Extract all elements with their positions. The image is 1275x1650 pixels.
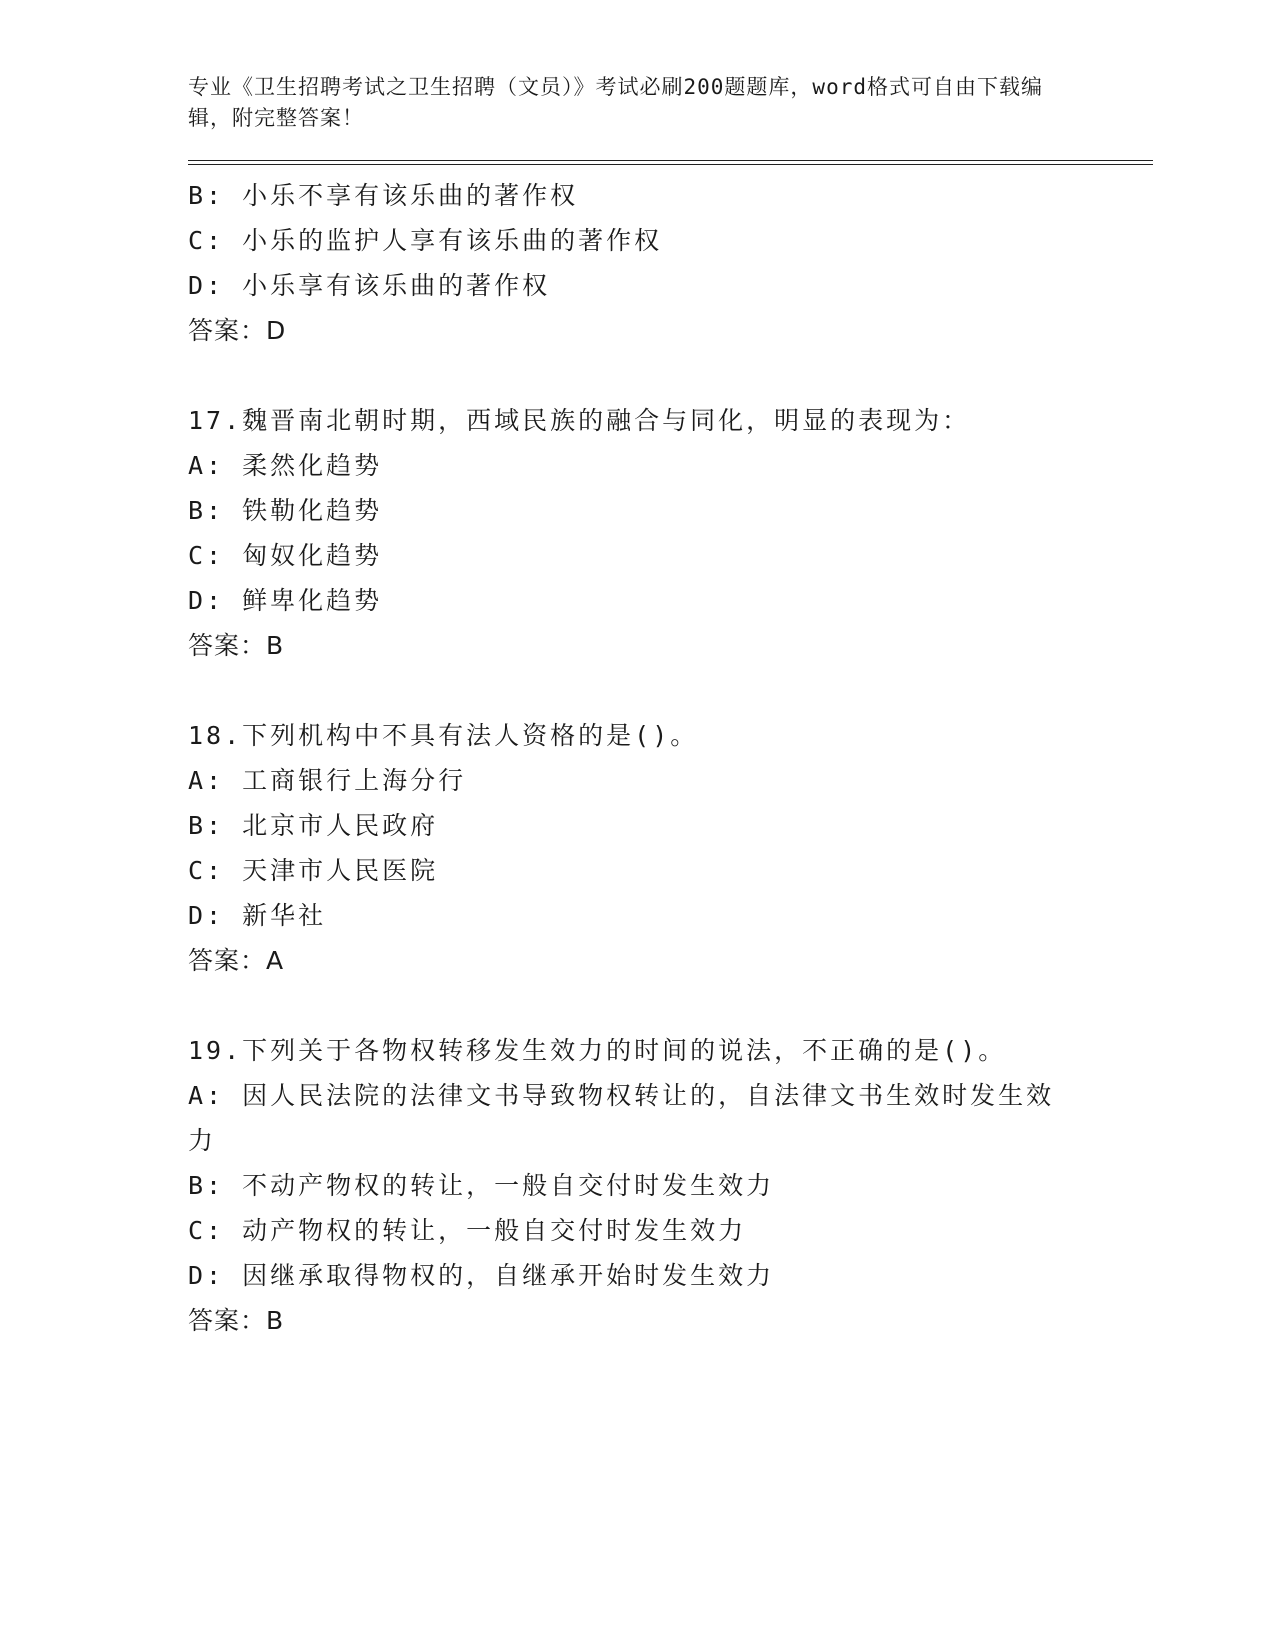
option-d: D: 小乐享有该乐曲的著作权 — [188, 271, 551, 300]
question-stem: 17.魏晋南北朝时期，西域民族的融合与同化，明显的表现为： — [188, 406, 971, 435]
question-17 — [188, 398, 1148, 668]
option-b: B: 铁勒化趋势 — [188, 496, 383, 525]
document-header: 专业《卫生招聘考试之卫生招聘（文员）》考试必刷200题题库，word格式可自由下载编辑，附完整答案！ — [188, 75, 1043, 130]
answer-line: 答案：A — [188, 946, 285, 975]
option-a: A: 柔然化趋势 — [188, 451, 383, 480]
option-b: B: 小乐不享有该乐曲的著作权 — [188, 181, 579, 210]
header-divider — [188, 160, 1153, 165]
answer-line: 答案：D — [188, 316, 287, 345]
option-d: D: 鲜卑化趋势 — [188, 586, 383, 615]
answer-line: 答案：B — [188, 631, 285, 660]
question-19 — [188, 1028, 1148, 1343]
option-b: B: 不动产物权的转让，一般自交付时发生效力 — [188, 1171, 775, 1200]
question-18 — [188, 713, 1148, 983]
option-a: A: 工商银行上海分行 — [188, 766, 467, 795]
option-a: A: 因人民法院的法律文书导致物权转让的，自法律文书生效时发生效力 — [188, 1081, 1055, 1155]
question-list — [188, 173, 1148, 1343]
option-c: C: 动产物权的转让，一般自交付时发生效力 — [188, 1216, 747, 1245]
option-c: C: 匈奴化趋势 — [188, 541, 383, 570]
option-b: B: 北京市人民政府 — [188, 811, 439, 840]
option-d: D: 因继承取得物权的，自继承开始时发生效力 — [188, 1261, 775, 1290]
option-c: C: 小乐的监护人享有该乐曲的著作权 — [188, 226, 663, 255]
answer-line: 答案：B — [188, 1306, 285, 1335]
option-c: C: 天津市人民医院 — [188, 856, 439, 885]
question-stem: 18.下列机构中不具有法人资格的是()。 — [188, 721, 699, 750]
option-d: D: 新华社 — [188, 901, 327, 930]
question-stem: 19.下列关于各物权转移发生效力的时间的说法，不正确的是()。 — [188, 1036, 1007, 1065]
question-16-continued — [188, 173, 1148, 353]
document-page — [188, 72, 1148, 1343]
